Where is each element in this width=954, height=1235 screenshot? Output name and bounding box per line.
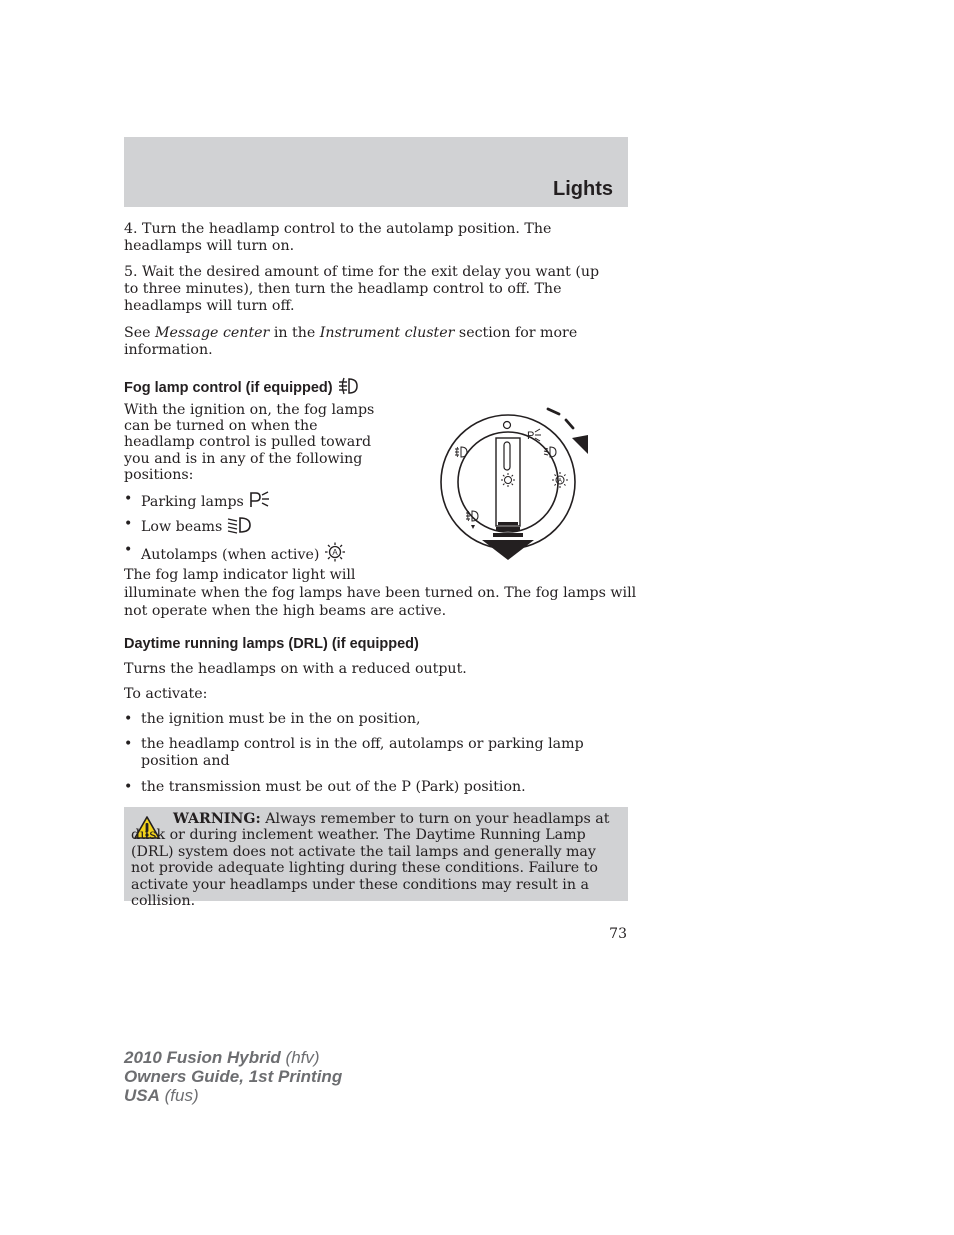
- instrument-cluster-reference: Instrument cluster: [319, 325, 455, 341]
- fog-para-line-3: headlamp control is pulled toward: [124, 434, 372, 450]
- footer-market: USA: [124, 1086, 160, 1105]
- warning-text: [131, 811, 615, 909]
- indicator-line-3: not operate when the high beams are active.: [124, 603, 447, 619]
- drl-bullet-2-text: the headlamp control is in the off, autolamps or parking lamp position and: [141, 736, 584, 769]
- section-title: Lights: [553, 178, 613, 200]
- fog-lamp-heading-text: Fog lamp control (if equipped): [124, 380, 333, 396]
- fog-para-line-5: positions:: [124, 467, 194, 483]
- footer-line-1: [124, 1048, 342, 1067]
- see-prefix: See: [124, 325, 156, 341]
- message-center-reference: Message center: [155, 325, 270, 341]
- warning-box: [124, 807, 628, 910]
- drl-para-1: Turns the headlamps on with a reduced output.: [124, 661, 467, 677]
- low-beams-icon: [226, 516, 252, 534]
- see-mid: in the: [269, 325, 320, 341]
- fog-para-line-2: can be turned on when the: [124, 418, 318, 434]
- warning-body: Always remember to turn on your headlamps at dusk or during inclement weather. The Daytime Running Lamp (DRL) system does not activate the tail lamps and generally may not provide adequate lighting during these conditions. Failure to activate your headlamps under these conditions may result in a collision.: [131, 811, 610, 910]
- fog-para-line-1: With the ignition on, the fog lamps: [124, 402, 375, 418]
- indicator-line-1: The fog lamp indicator light will: [124, 567, 356, 583]
- footer-line-3: [124, 1086, 342, 1105]
- fog-para-line-4: you and is in any of the following: [124, 451, 363, 467]
- low-beams-label: Low beams: [141, 519, 223, 535]
- drl-bullet-2: • the headlamp control is in the off, autolamps or parking lamp position and: [124, 736, 624, 770]
- headlamp-control-diagram: [430, 400, 600, 565]
- parking-position-label: P: [527, 430, 535, 442]
- autolamp-icon: [323, 542, 347, 562]
- drl-para-2: To activate:: [124, 686, 208, 702]
- autolamp-position-letter: A: [557, 478, 563, 485]
- parking-lamps-icon: [248, 491, 270, 509]
- drl-bullet-3: • the transmission must be out of the P (Park) position.: [124, 779, 624, 796]
- section-header-band: [124, 137, 628, 207]
- control-pointer: [504, 442, 510, 470]
- autolamp-icon-letter: A: [332, 548, 339, 557]
- drl-heading: Daytime running lamps (DRL) (if equipped): [124, 636, 419, 652]
- fog-lamp-heading: [124, 377, 359, 397]
- drl-bullet-1: • the ignition must be in the on position,: [124, 711, 624, 728]
- drl-bullet-1-text: the ignition must be in the on position,: [141, 711, 421, 727]
- step-5-text: 5. Wait the desired amount of time for the exit delay you want (up to three minutes), then turn the headlamp control to off. The headlamps will turn off.: [124, 264, 600, 314]
- fog-lamp-icon: [337, 377, 359, 395]
- step-4-text: 4. Turn the headlamp control to the autolamp position. The headlamps will turn on.: [124, 221, 552, 254]
- footer-model: 2010 Fusion Hybrid: [124, 1048, 281, 1067]
- indicator-line-2: illuminate when the fog lamps have been turned on. The fog lamps will: [124, 585, 637, 601]
- footer-line-2: Owners Guide, 1st Printing: [124, 1067, 343, 1086]
- drl-bullet-3-text: the transmission must be out of the P (Park) position.: [141, 779, 526, 795]
- see-suffix: section for more information.: [124, 325, 578, 358]
- parking-lamps-label: Parking lamps: [141, 494, 244, 510]
- autolamps-label: Autolamps (when active): [141, 547, 320, 563]
- footer-model-code: (hfv): [280, 1048, 320, 1067]
- footer-market-code: (fus): [159, 1086, 199, 1105]
- see-reference-text: [124, 325, 604, 359]
- footer: [124, 1048, 342, 1105]
- page-number: 73: [609, 926, 627, 942]
- warning-label: WARNING:: [173, 811, 261, 827]
